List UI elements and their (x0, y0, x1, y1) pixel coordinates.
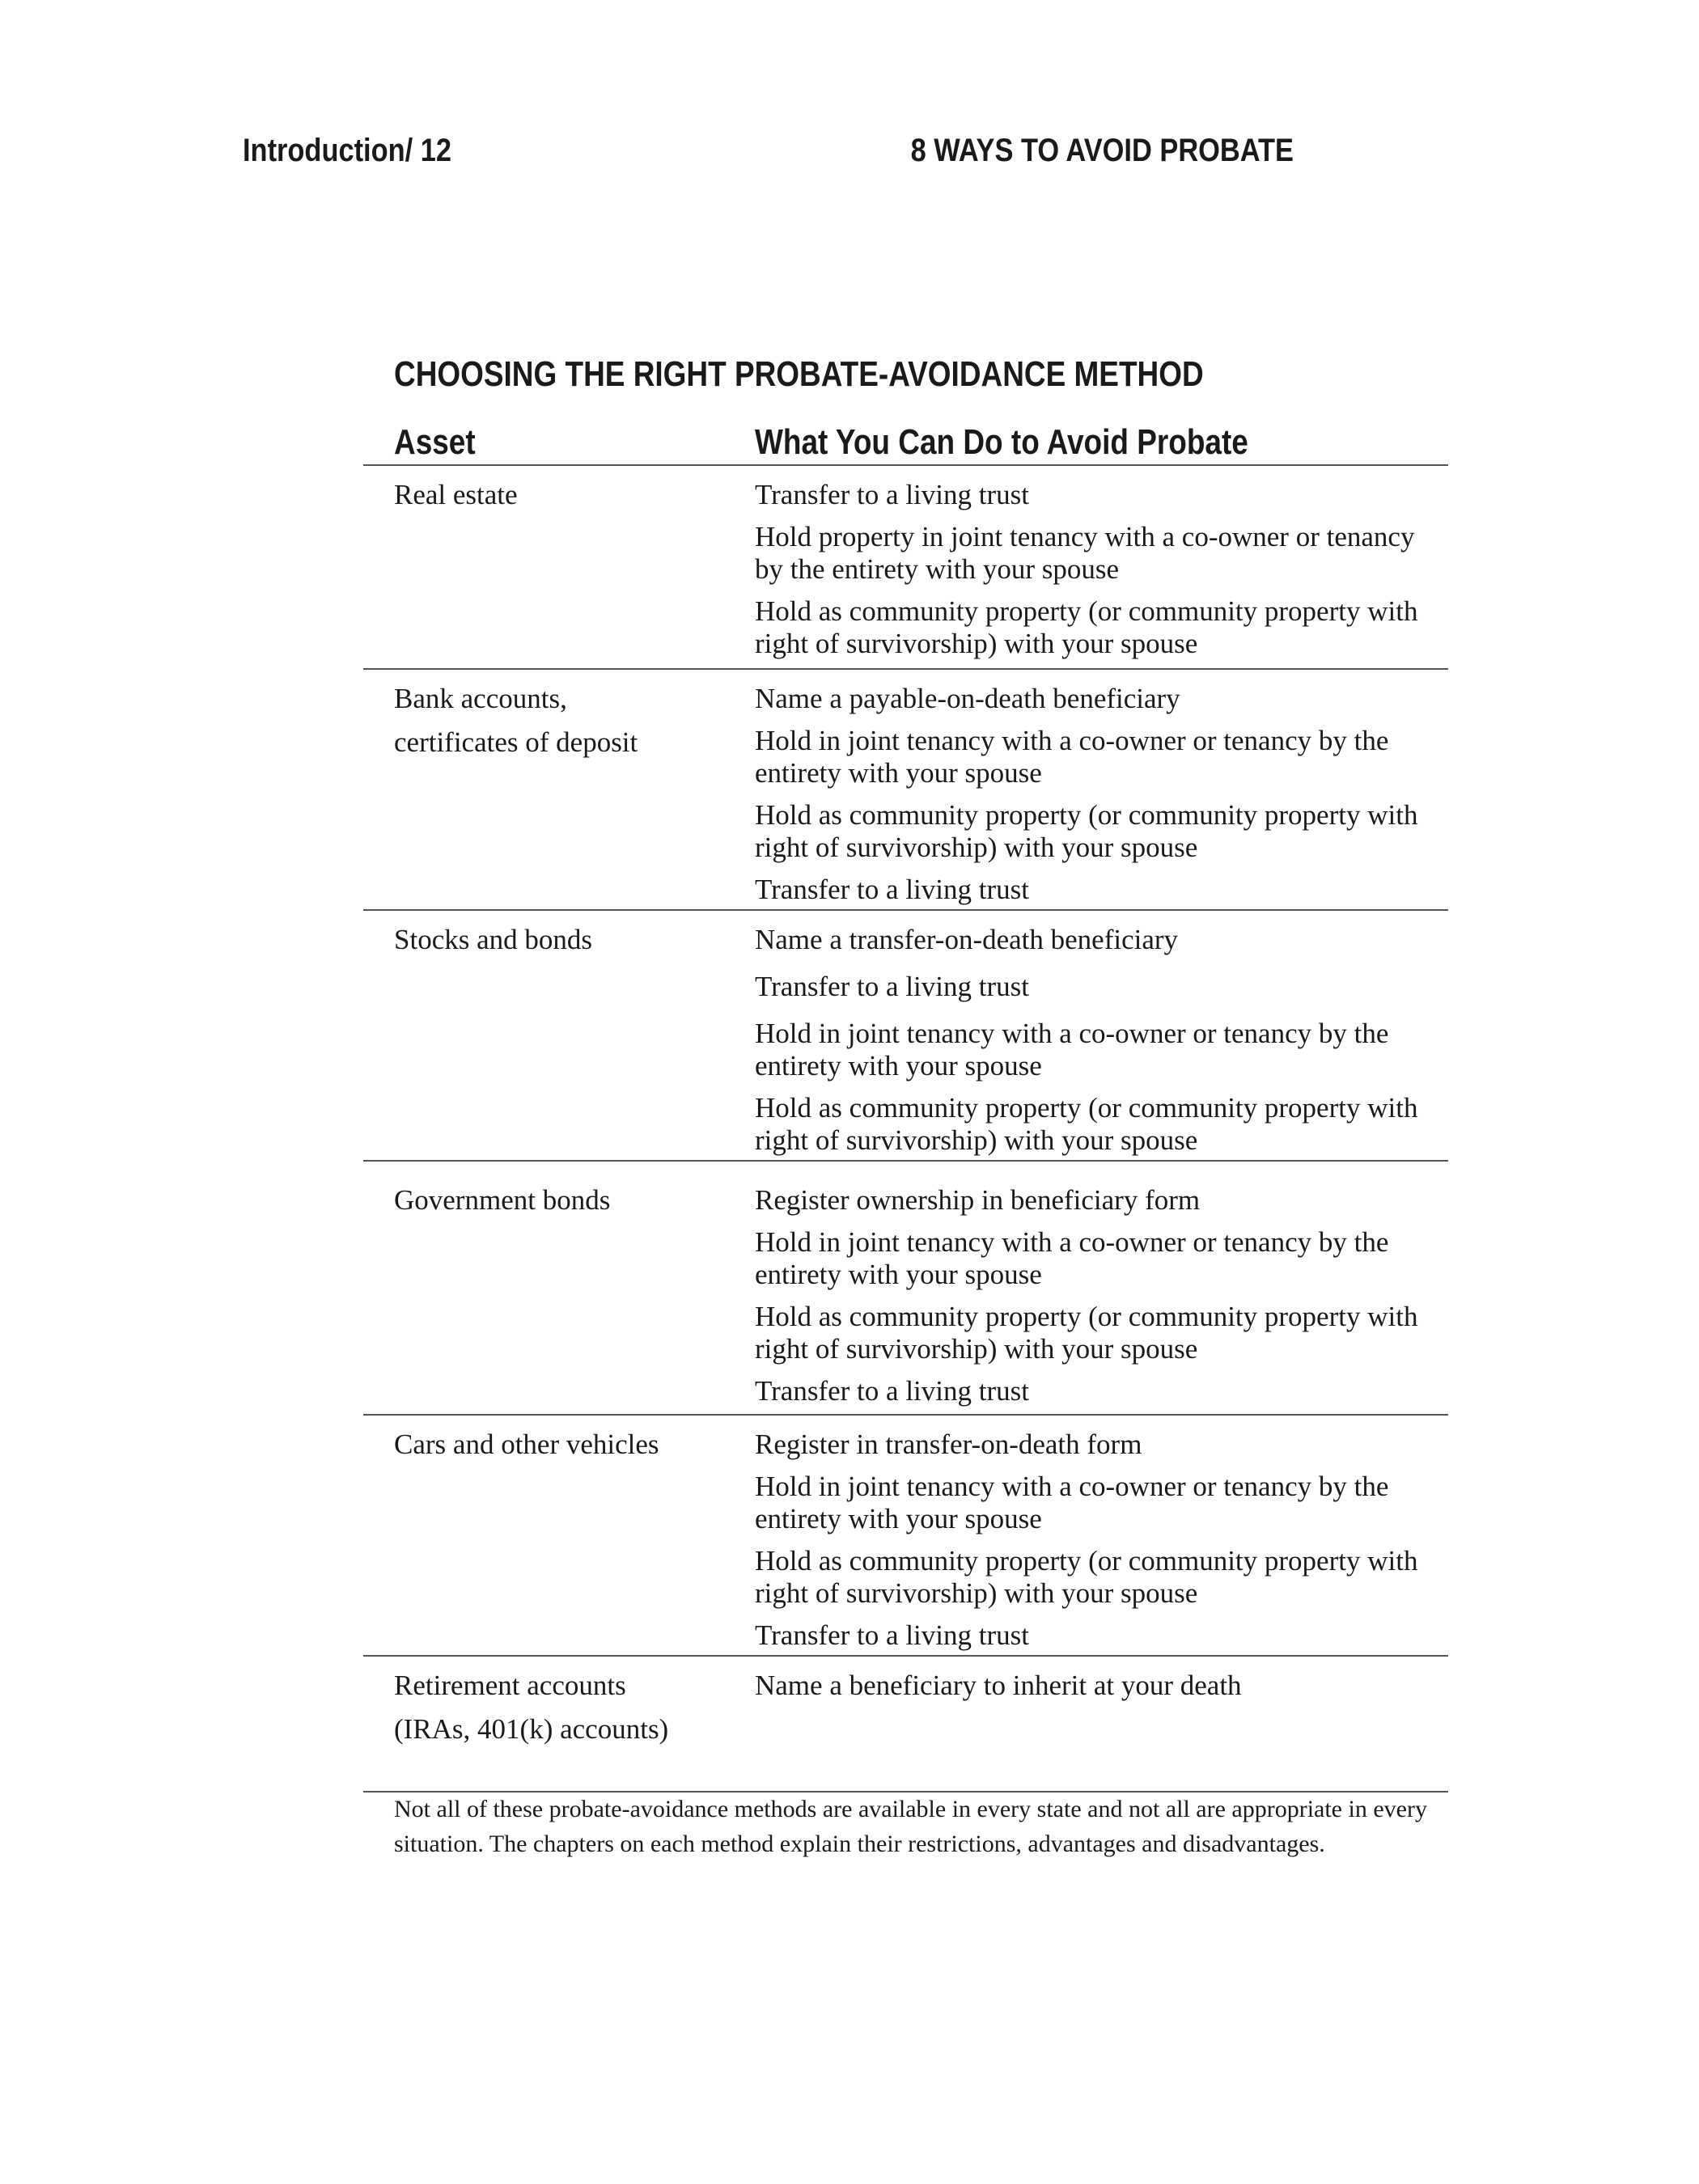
table-footnote: Not all of these probate-avoidance methods are available in every state and not all are appropriate in every situation. The chapters on each method explain their restrictions, advantages and disadvantages. (394, 1796, 1427, 1857)
method-item: Name a beneficiary to inherit at your death (755, 1670, 1242, 1701)
table-header-row (363, 419, 1448, 466)
running-head (243, 133, 1294, 181)
column-header-method: What You Can Do to Avoid Probate (755, 422, 1248, 462)
table-row (363, 670, 1448, 911)
table-title: CHOOSING THE RIGHT PROBATE-AVOIDANCE METHOD (394, 354, 1204, 394)
asset-label: Retirement accounts (394, 1670, 626, 1701)
asset-cell (363, 1184, 755, 1414)
method-item: Transfer to a living trust (755, 479, 1029, 510)
asset-label: Real estate (394, 479, 518, 510)
method-item: Hold as community property (or community property with right of survivorship) with your spouse (755, 1092, 1418, 1156)
method-cell (755, 1184, 1448, 1414)
method-cell (755, 924, 1448, 1160)
method-item: Register ownership in beneficiary form (755, 1184, 1201, 1216)
method-item: Hold in joint tenancy with a co-owner or tenancy by the entirety with your spouse (755, 1226, 1389, 1290)
asset-label: Stocks and bonds (394, 924, 592, 955)
method-item: Hold as community property (or community property with right of survivorship) with your spouse (755, 595, 1418, 659)
method-cell (755, 1670, 1448, 1791)
table-row (363, 466, 1448, 670)
method-item: Hold in joint tenancy with a co-owner or tenancy by the entirety with your spouse (755, 725, 1389, 789)
table-row (363, 1657, 1448, 1792)
method-item: Hold in joint tenancy with a co-owner or tenancy by the entirety with your spouse (755, 1471, 1389, 1534)
asset-label: Government bonds (394, 1184, 611, 1216)
method-item: Hold as community property (or community property with right of survivorship) with your spouse (755, 1545, 1418, 1609)
asset-cell (363, 1670, 755, 1791)
method-item: Hold property in joint tenancy with a co-owner or tenancy by the entirety with your spouse (755, 521, 1415, 585)
method-item: Hold as community property (or community property with right of survivorship) with your spouse (755, 799, 1418, 863)
method-cell (755, 683, 1448, 909)
method-item: Register in transfer-on-death form (755, 1428, 1142, 1460)
asset-cell (363, 683, 755, 909)
method-item: Transfer to a living trust (755, 971, 1029, 1002)
method-item: Hold in joint tenancy with a co-owner or tenancy by the entirety with your spouse (755, 1018, 1389, 1081)
probate-methods-table (363, 419, 1448, 1792)
method-item: Transfer to a living trust (755, 874, 1029, 905)
method-item: Transfer to a living trust (755, 1375, 1029, 1407)
section-label: Introduction/ 12 (243, 133, 451, 168)
asset-label: certificates of deposit (394, 726, 638, 758)
table-row (363, 911, 1448, 1162)
asset-label: Bank accounts, (394, 683, 567, 714)
method-item: Transfer to a living trust (755, 1619, 1029, 1651)
asset-label: (IRAs, 401(k) accounts) (394, 1713, 669, 1745)
asset-cell (363, 1428, 755, 1655)
method-cell (755, 1428, 1448, 1655)
method-item: Hold as community property (or community property with right of survivorship) with your spouse (755, 1301, 1418, 1365)
method-item: Name a payable-on-death beneficiary (755, 683, 1180, 714)
asset-cell (363, 924, 755, 1160)
asset-label: Cars and other vehicles (394, 1428, 659, 1460)
asset-cell (363, 479, 755, 668)
column-header-asset: Asset (394, 422, 476, 462)
method-cell (755, 479, 1448, 668)
table-row (363, 1416, 1448, 1657)
method-item: Name a transfer-on-death beneficiary (755, 924, 1179, 955)
table-row (363, 1162, 1448, 1416)
book-title: 8 WAYS TO AVOID PROBATE (910, 133, 1294, 168)
